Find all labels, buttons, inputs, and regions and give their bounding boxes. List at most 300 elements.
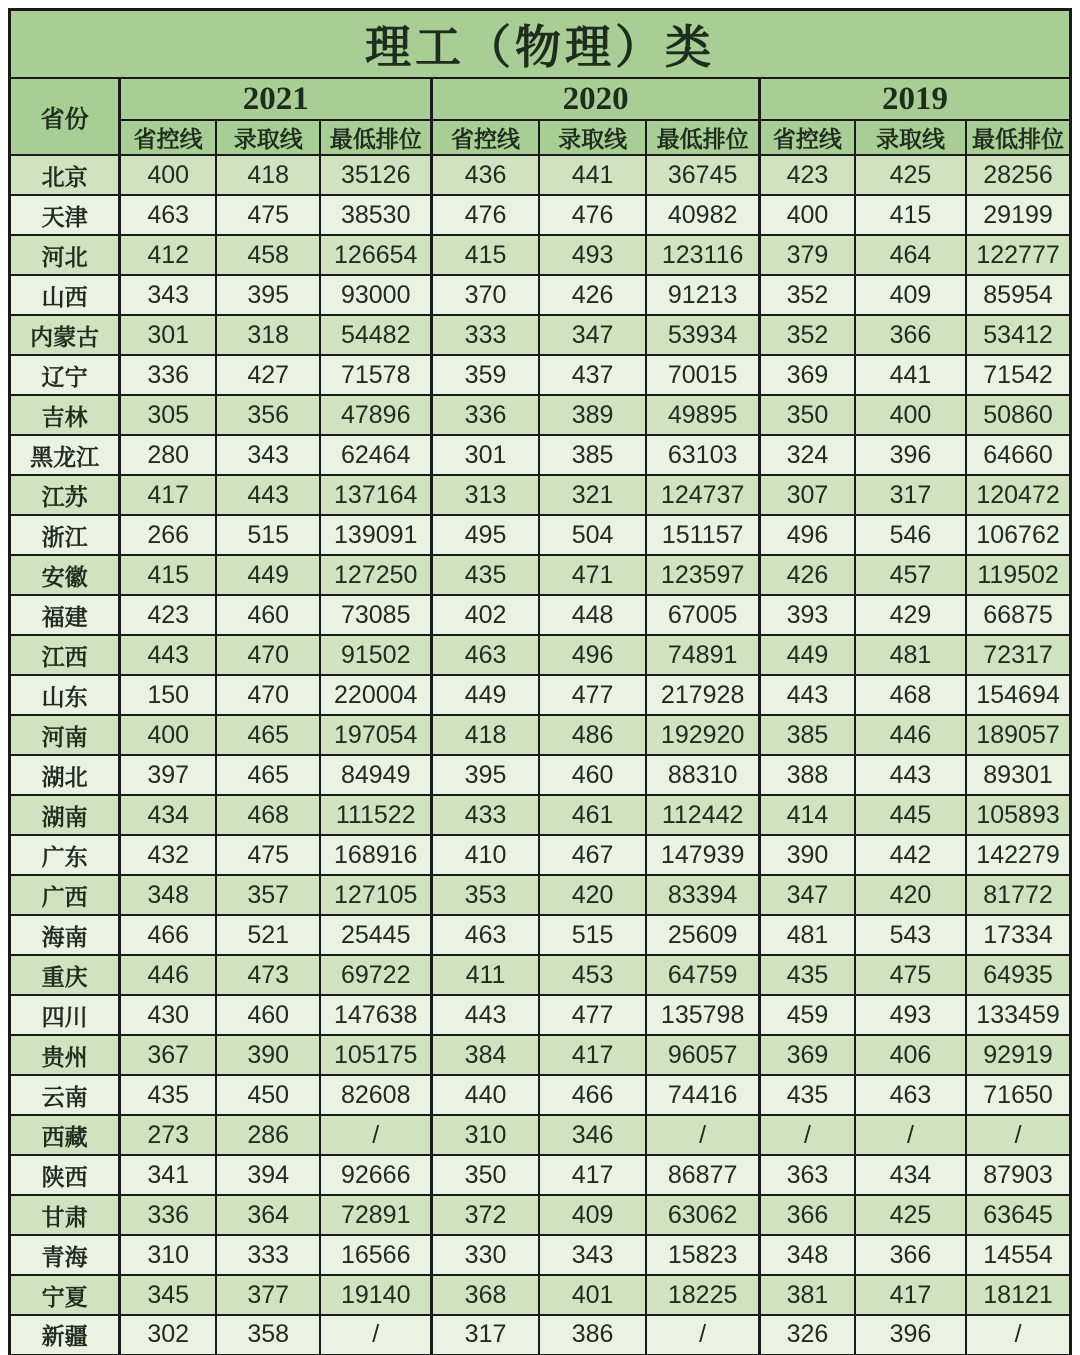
value-cell: 133459 <box>966 995 1070 1035</box>
value-cell: 366 <box>760 1195 855 1235</box>
value-cell: 372 <box>432 1195 539 1235</box>
subheader-lowest-rank: 最低排位 <box>966 120 1070 155</box>
table-row <box>10 755 1071 795</box>
value-cell: 38530 <box>320 195 431 235</box>
table-row <box>10 355 1071 395</box>
value-cell: 504 <box>539 515 646 555</box>
value-cell: 348 <box>760 1235 855 1275</box>
value-cell: 385 <box>760 715 855 755</box>
value-cell: 476 <box>432 195 539 235</box>
value-cell: 343 <box>539 1235 646 1275</box>
value-cell: 17334 <box>966 915 1070 955</box>
value-cell: 343 <box>216 435 320 475</box>
province-cell: 海南 <box>10 915 120 955</box>
value-cell: 63645 <box>966 1195 1070 1235</box>
value-cell: 543 <box>855 915 966 955</box>
value-cell: 343 <box>120 275 216 315</box>
table-row <box>10 955 1071 995</box>
province-cell: 湖南 <box>10 795 120 835</box>
value-cell: 470 <box>216 675 320 715</box>
value-cell: 467 <box>539 835 646 875</box>
value-cell: 18121 <box>966 1275 1070 1315</box>
province-cell: 西藏 <box>10 1115 120 1155</box>
province-cell: 黑龙江 <box>10 435 120 475</box>
value-cell: 36745 <box>646 155 759 195</box>
value-cell: 465 <box>216 755 320 795</box>
value-cell: 461 <box>539 795 646 835</box>
value-cell: 49895 <box>646 395 759 435</box>
value-cell: 82608 <box>320 1075 431 1115</box>
value-cell: 321 <box>539 475 646 515</box>
value-cell: 346 <box>539 1115 646 1155</box>
value-cell: 445 <box>855 795 966 835</box>
province-cell: 山西 <box>10 275 120 315</box>
value-cell: 415 <box>120 555 216 595</box>
value-cell: 393 <box>760 595 855 635</box>
value-cell: 347 <box>760 875 855 915</box>
value-cell: 28256 <box>966 155 1070 195</box>
province-cell: 福建 <box>10 595 120 635</box>
value-cell: 353 <box>432 875 539 915</box>
value-cell: 50860 <box>966 395 1070 435</box>
value-cell: 420 <box>855 875 966 915</box>
value-cell: 425 <box>855 155 966 195</box>
value-cell: 401 <box>539 1275 646 1315</box>
value-cell: 417 <box>539 1035 646 1075</box>
table-row <box>10 715 1071 755</box>
value-cell: 423 <box>120 595 216 635</box>
value-cell: 85954 <box>966 275 1070 315</box>
table-row <box>10 1275 1071 1315</box>
value-cell: 515 <box>216 515 320 555</box>
value-cell: 432 <box>120 835 216 875</box>
value-cell: 336 <box>120 1195 216 1235</box>
table-row <box>10 275 1071 315</box>
value-cell: 305 <box>120 395 216 435</box>
value-cell: 381 <box>760 1275 855 1315</box>
value-cell: 357 <box>216 875 320 915</box>
province-cell: 云南 <box>10 1075 120 1115</box>
province-cell: 辽宁 <box>10 355 120 395</box>
value-cell: 370 <box>432 275 539 315</box>
value-cell: 385 <box>539 435 646 475</box>
value-cell: / <box>320 1315 431 1355</box>
subheader-admission-line: 录取线 <box>539 120 646 155</box>
subheader-lowest-rank: 最低排位 <box>646 120 759 155</box>
value-cell: 127105 <box>320 875 431 915</box>
value-cell: 127250 <box>320 555 431 595</box>
value-cell: 442 <box>855 835 966 875</box>
value-cell: 377 <box>216 1275 320 1315</box>
year-header-2019: 2019 <box>760 78 1071 120</box>
value-cell: / <box>966 1115 1070 1155</box>
value-cell: 390 <box>216 1035 320 1075</box>
value-cell: 466 <box>120 915 216 955</box>
value-cell: 317 <box>855 475 966 515</box>
value-cell: 448 <box>539 595 646 635</box>
value-cell: 435 <box>432 555 539 595</box>
value-cell: 135798 <box>646 995 759 1035</box>
value-cell: 402 <box>432 595 539 635</box>
value-cell: / <box>320 1115 431 1155</box>
province-cell: 四川 <box>10 995 120 1035</box>
value-cell: 87903 <box>966 1155 1070 1195</box>
value-cell: 347 <box>539 315 646 355</box>
table-row <box>10 1155 1071 1195</box>
value-cell: 74891 <box>646 635 759 675</box>
value-cell: 457 <box>855 555 966 595</box>
value-cell: 47896 <box>320 395 431 435</box>
province-cell: 天津 <box>10 195 120 235</box>
value-cell: 70015 <box>646 355 759 395</box>
table-row <box>10 1035 1071 1075</box>
value-cell: 352 <box>760 275 855 315</box>
value-cell: 473 <box>216 955 320 995</box>
value-cell: 496 <box>539 635 646 675</box>
value-cell: 450 <box>216 1075 320 1115</box>
value-cell: 394 <box>216 1155 320 1195</box>
value-cell: 363 <box>760 1155 855 1195</box>
year-header-2020: 2020 <box>432 78 760 120</box>
value-cell: 280 <box>120 435 216 475</box>
value-cell: 384 <box>432 1035 539 1075</box>
value-cell: 410 <box>432 835 539 875</box>
table-row <box>10 1195 1071 1235</box>
sub-header-row <box>10 120 1071 155</box>
value-cell: 425 <box>855 1195 966 1235</box>
value-cell: 476 <box>539 195 646 235</box>
table-row <box>10 155 1071 195</box>
value-cell: 19140 <box>320 1275 431 1315</box>
value-cell: 63103 <box>646 435 759 475</box>
value-cell: 475 <box>216 835 320 875</box>
province-cell: 山东 <box>10 675 120 715</box>
value-cell: / <box>646 1115 759 1155</box>
province-cell: 青海 <box>10 1235 120 1275</box>
table-row <box>10 315 1071 355</box>
subheader-admission-line: 录取线 <box>216 120 320 155</box>
province-cell: 湖北 <box>10 755 120 795</box>
value-cell: 273 <box>120 1115 216 1155</box>
value-cell: / <box>760 1115 855 1155</box>
value-cell: 192920 <box>646 715 759 755</box>
value-cell: 395 <box>216 275 320 315</box>
value-cell: 71650 <box>966 1075 1070 1115</box>
value-cell: 69722 <box>320 955 431 995</box>
value-cell: 481 <box>760 915 855 955</box>
value-cell: 366 <box>855 315 966 355</box>
value-cell: 93000 <box>320 275 431 315</box>
value-cell: 400 <box>855 395 966 435</box>
value-cell: 71542 <box>966 355 1070 395</box>
province-cell: 重庆 <box>10 955 120 995</box>
value-cell: 81772 <box>966 875 1070 915</box>
value-cell: 493 <box>539 235 646 275</box>
value-cell: 434 <box>120 795 216 835</box>
value-cell: 137164 <box>320 475 431 515</box>
value-cell: 443 <box>216 475 320 515</box>
value-cell: 388 <box>760 755 855 795</box>
value-cell: 471 <box>539 555 646 595</box>
value-cell: 341 <box>120 1155 216 1195</box>
value-cell: 53934 <box>646 315 759 355</box>
value-cell: 493 <box>855 995 966 1035</box>
value-cell: 423 <box>760 155 855 195</box>
table-row <box>10 835 1071 875</box>
value-cell: 96057 <box>646 1035 759 1075</box>
value-cell: 417 <box>120 475 216 515</box>
province-cell: 甘肃 <box>10 1195 120 1235</box>
value-cell: 350 <box>760 395 855 435</box>
value-cell: 463 <box>855 1075 966 1115</box>
table-row <box>10 1315 1071 1355</box>
value-cell: 119502 <box>966 555 1070 595</box>
table-row <box>10 795 1071 835</box>
value-cell: 301 <box>432 435 539 475</box>
value-cell: 486 <box>539 715 646 755</box>
value-cell: 35126 <box>320 155 431 195</box>
value-cell: 73085 <box>320 595 431 635</box>
value-cell: 89301 <box>966 755 1070 795</box>
value-cell: 324 <box>760 435 855 475</box>
value-cell: 420 <box>539 875 646 915</box>
value-cell: 443 <box>120 635 216 675</box>
value-cell: 147939 <box>646 835 759 875</box>
table-row <box>10 235 1071 275</box>
value-cell: 397 <box>120 755 216 795</box>
value-cell: 105175 <box>320 1035 431 1075</box>
table-row <box>10 195 1071 235</box>
value-cell: 330 <box>432 1235 539 1275</box>
value-cell: 449 <box>760 635 855 675</box>
value-cell: 84949 <box>320 755 431 795</box>
value-cell: 189057 <box>966 715 1070 755</box>
value-cell: 367 <box>120 1035 216 1075</box>
value-cell: 440 <box>432 1075 539 1115</box>
value-cell: 417 <box>855 1275 966 1315</box>
value-cell: 14554 <box>966 1235 1070 1275</box>
value-cell: 217928 <box>646 675 759 715</box>
value-cell: 441 <box>855 355 966 395</box>
value-cell: 142279 <box>966 835 1070 875</box>
value-cell: 458 <box>216 235 320 275</box>
value-cell: 40982 <box>646 195 759 235</box>
value-cell: 112442 <box>646 795 759 835</box>
value-cell: 92666 <box>320 1155 431 1195</box>
value-cell: 333 <box>432 315 539 355</box>
province-cell: 浙江 <box>10 515 120 555</box>
value-cell: 368 <box>432 1275 539 1315</box>
value-cell: 395 <box>432 755 539 795</box>
value-cell: 459 <box>760 995 855 1035</box>
value-cell: 139091 <box>320 515 431 555</box>
value-cell: 412 <box>120 235 216 275</box>
province-cell: 北京 <box>10 155 120 195</box>
value-cell: 123597 <box>646 555 759 595</box>
table-header <box>10 10 1071 156</box>
value-cell: 25609 <box>646 915 759 955</box>
value-cell: 429 <box>855 595 966 635</box>
value-cell: 406 <box>855 1035 966 1075</box>
value-cell: 150 <box>120 675 216 715</box>
admission-score-table <box>8 8 1072 1355</box>
value-cell: 477 <box>539 995 646 1035</box>
value-cell: 266 <box>120 515 216 555</box>
value-cell: 310 <box>432 1115 539 1155</box>
value-cell: 91213 <box>646 275 759 315</box>
value-cell: 446 <box>120 955 216 995</box>
value-cell: 468 <box>216 795 320 835</box>
value-cell: 356 <box>216 395 320 435</box>
value-cell: 369 <box>760 1035 855 1075</box>
value-cell: 463 <box>432 635 539 675</box>
value-cell: 105893 <box>966 795 1070 835</box>
value-cell: 446 <box>855 715 966 755</box>
value-cell: 443 <box>760 675 855 715</box>
value-cell: 336 <box>432 395 539 435</box>
value-cell: 435 <box>760 1075 855 1115</box>
value-cell: 411 <box>432 955 539 995</box>
table-row <box>10 635 1071 675</box>
value-cell: 400 <box>120 155 216 195</box>
year-header-row <box>10 78 1071 120</box>
province-cell: 贵州 <box>10 1035 120 1075</box>
table-row <box>10 675 1071 715</box>
value-cell: 15823 <box>646 1235 759 1275</box>
value-cell: 64935 <box>966 955 1070 995</box>
value-cell: 72317 <box>966 635 1070 675</box>
value-cell: 29199 <box>966 195 1070 235</box>
value-cell: 86877 <box>646 1155 759 1195</box>
year-header-2021: 2021 <box>120 78 432 120</box>
value-cell: 481 <box>855 635 966 675</box>
value-cell: 147638 <box>320 995 431 1035</box>
value-cell: 286 <box>216 1115 320 1155</box>
value-cell: 333 <box>216 1235 320 1275</box>
table-row <box>10 595 1071 635</box>
table-row <box>10 435 1071 475</box>
value-cell: 400 <box>120 715 216 755</box>
value-cell: 430 <box>120 995 216 1035</box>
value-cell: 415 <box>432 235 539 275</box>
value-cell: 106762 <box>966 515 1070 555</box>
value-cell: 197054 <box>320 715 431 755</box>
value-cell: 515 <box>539 915 646 955</box>
value-cell: 477 <box>539 675 646 715</box>
value-cell: 449 <box>432 675 539 715</box>
table-row <box>10 915 1071 955</box>
value-cell: 25445 <box>320 915 431 955</box>
value-cell: 122777 <box>966 235 1070 275</box>
value-cell: 64660 <box>966 435 1070 475</box>
value-cell: 16566 <box>320 1235 431 1275</box>
value-cell: 426 <box>539 275 646 315</box>
value-cell: 386 <box>539 1315 646 1355</box>
value-cell: 124737 <box>646 475 759 515</box>
table-row <box>10 1235 1071 1275</box>
value-cell: 443 <box>432 995 539 1035</box>
value-cell: 301 <box>120 315 216 355</box>
value-cell: 427 <box>216 355 320 395</box>
province-cell: 陕西 <box>10 1155 120 1195</box>
value-cell: 396 <box>855 1315 966 1355</box>
value-cell: 302 <box>120 1315 216 1355</box>
value-cell: 436 <box>432 155 539 195</box>
value-cell: 464 <box>855 235 966 275</box>
value-cell: 417 <box>539 1155 646 1195</box>
province-cell: 宁夏 <box>10 1275 120 1315</box>
table-row <box>10 515 1071 555</box>
value-cell: 336 <box>120 355 216 395</box>
value-cell: 437 <box>539 355 646 395</box>
value-cell: 400 <box>760 195 855 235</box>
value-cell: 358 <box>216 1315 320 1355</box>
value-cell: 111522 <box>320 795 431 835</box>
value-cell: 495 <box>432 515 539 555</box>
value-cell: / <box>646 1315 759 1355</box>
value-cell: 220004 <box>320 675 431 715</box>
value-cell: 66875 <box>966 595 1070 635</box>
subheader-control-line: 省控线 <box>120 120 216 155</box>
province-cell: 吉林 <box>10 395 120 435</box>
value-cell: 390 <box>760 835 855 875</box>
table-row <box>10 995 1071 1035</box>
table-row <box>10 1075 1071 1115</box>
value-cell: 88310 <box>646 755 759 795</box>
value-cell: 409 <box>539 1195 646 1235</box>
value-cell: 83394 <box>646 875 759 915</box>
value-cell: 475 <box>216 195 320 235</box>
value-cell: 379 <box>760 235 855 275</box>
province-cell: 江西 <box>10 635 120 675</box>
province-cell: 内蒙古 <box>10 315 120 355</box>
value-cell: 366 <box>855 1235 966 1275</box>
value-cell: 123116 <box>646 235 759 275</box>
subheader-control-line: 省控线 <box>432 120 539 155</box>
value-cell: 414 <box>760 795 855 835</box>
value-cell: 465 <box>216 715 320 755</box>
value-cell: 468 <box>855 675 966 715</box>
value-cell: 418 <box>216 155 320 195</box>
value-cell: 307 <box>760 475 855 515</box>
subheader-admission-line: 录取线 <box>855 120 966 155</box>
value-cell: 409 <box>855 275 966 315</box>
table-row <box>10 555 1071 595</box>
value-cell: 352 <box>760 315 855 355</box>
value-cell: / <box>855 1115 966 1155</box>
province-cell: 新疆 <box>10 1315 120 1355</box>
value-cell: 418 <box>432 715 539 755</box>
value-cell: 71578 <box>320 355 431 395</box>
table-row <box>10 395 1071 435</box>
value-cell: 54482 <box>320 315 431 355</box>
value-cell: 326 <box>760 1315 855 1355</box>
subheader-control-line: 省控线 <box>760 120 855 155</box>
value-cell: 74416 <box>646 1075 759 1115</box>
subheader-lowest-rank: 最低排位 <box>320 120 431 155</box>
value-cell: 415 <box>855 195 966 235</box>
province-cell: 河南 <box>10 715 120 755</box>
table-row <box>10 875 1071 915</box>
value-cell: 470 <box>216 635 320 675</box>
value-cell: 546 <box>855 515 966 555</box>
table-body <box>10 155 1071 1355</box>
value-cell: 359 <box>432 355 539 395</box>
province-column-header: 省份 <box>10 78 120 155</box>
value-cell: 18225 <box>646 1275 759 1315</box>
value-cell: 426 <box>760 555 855 595</box>
province-cell: 广东 <box>10 835 120 875</box>
